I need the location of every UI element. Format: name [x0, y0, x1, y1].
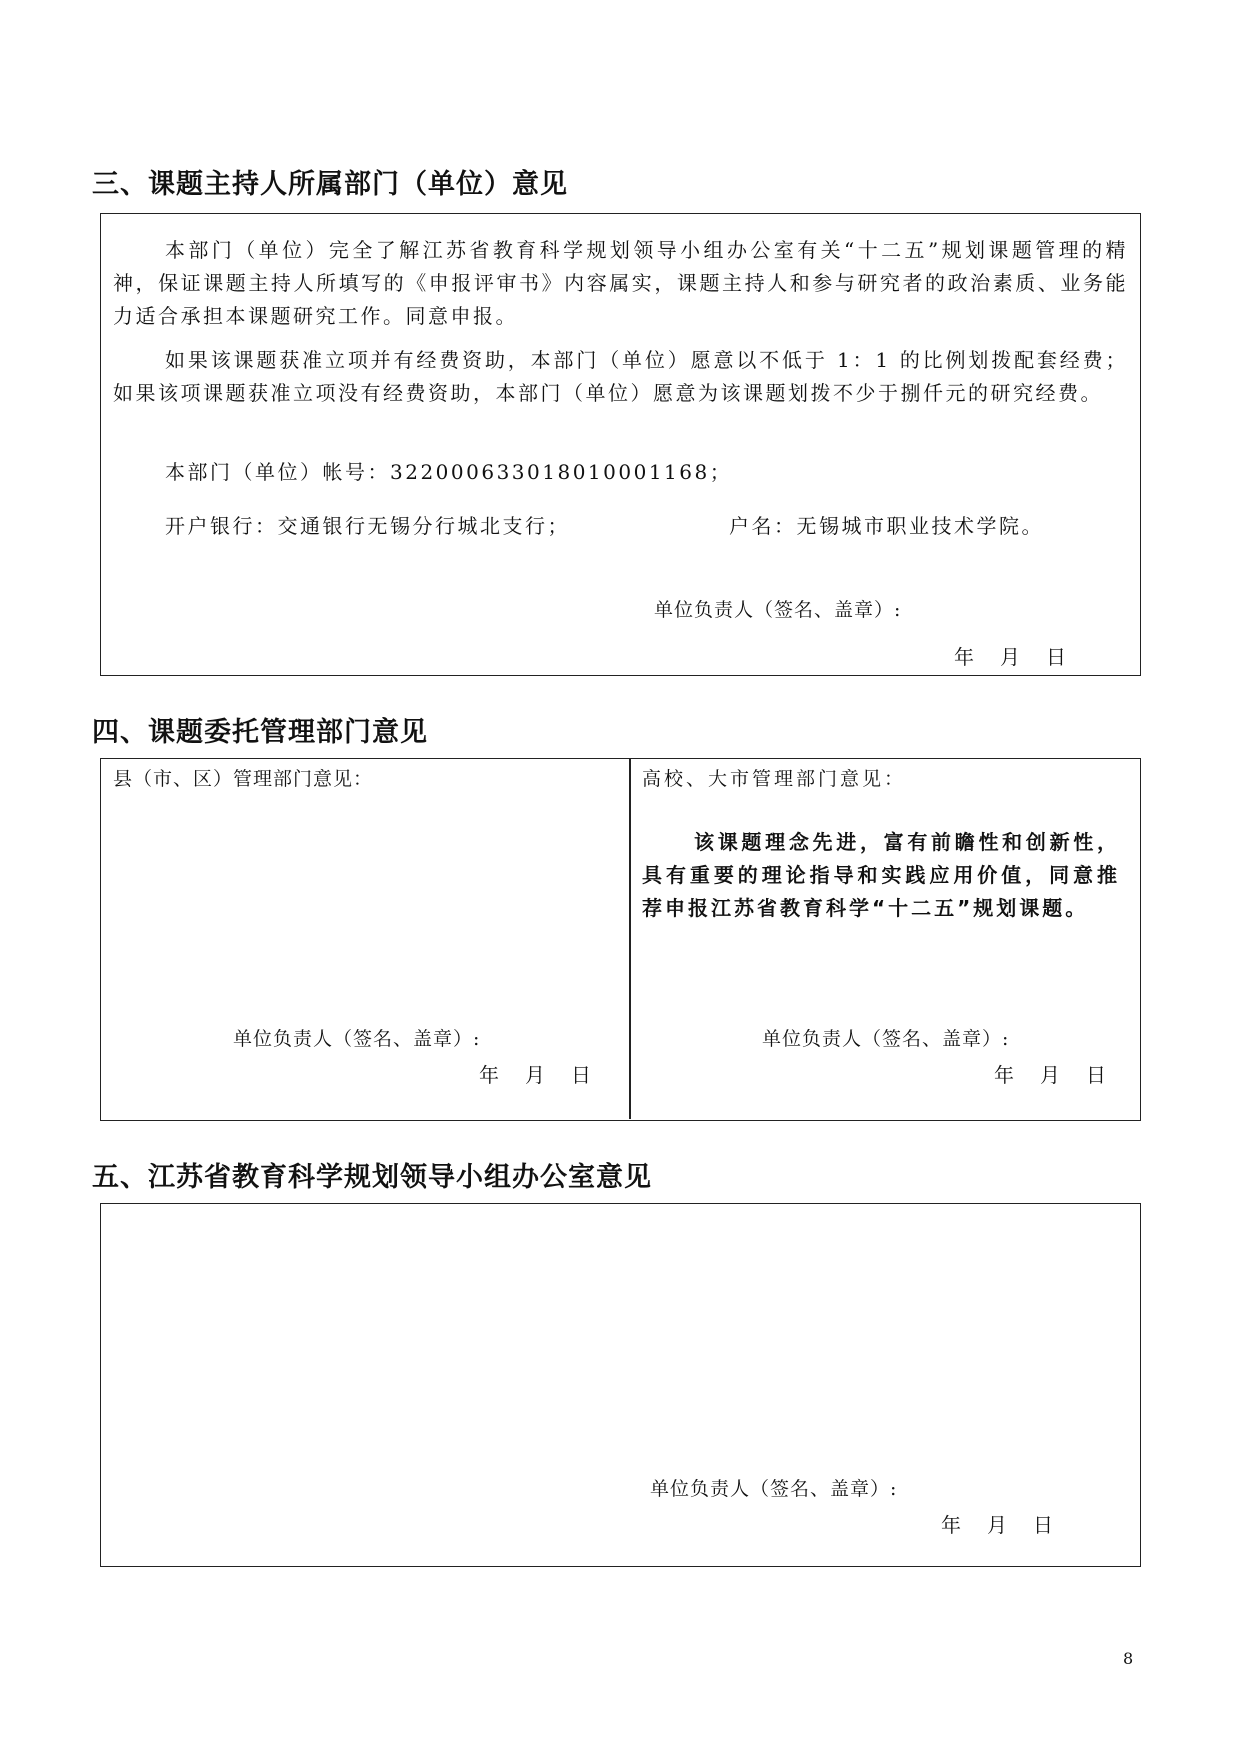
office-date — [941, 1509, 1053, 1538]
month-label: 月 — [1000, 645, 1020, 669]
month-label: 月 — [1040, 1063, 1060, 1087]
office-signature: 单位负责人（签名、盖章）: — [650, 1478, 898, 1500]
day-label: 日 — [571, 1063, 591, 1087]
column-divider — [629, 759, 631, 1119]
section3-account-name: 户名：无锡城市职业技术学院。 — [729, 514, 1044, 538]
section3-date — [954, 641, 1066, 670]
section4-box — [100, 758, 1141, 1121]
county-signature: 单位负责人（签名、盖章）: — [233, 1028, 481, 1050]
year-label: 年 — [941, 1513, 961, 1537]
page-number: 8 — [1123, 1649, 1134, 1668]
day-label: 日 — [1086, 1063, 1106, 1087]
university-opinion: 该课题理念先进，富有前瞻性和创新性，具有重要的理论指导和实践应用价值，同意推荐申报江苏省教育科学“十二五”规划课题。 — [642, 830, 1120, 920]
section3-bank: 开户银行：交通银行无锡分行城北支行； — [165, 514, 570, 538]
university-dept-label: 高校、大市管理部门意见： — [642, 768, 907, 790]
section3-para1: 本部门（单位）完全了解江苏省教育科学规划领导小组办公室有关“十二五”规划课题管理的精神，保证课题主持人所填写的《申报评审书》内容属实，课题主持人和参与研究者的政治素质、业务能力适合承担本课题研究工作。同意申报。 — [113, 238, 1128, 328]
section3-para2: 如果该课题获准立项并有经费资助，本部门（单位）愿意以不低于 1：1 的比例划拨配套经费；如果该项课题获准立项没有经费资助，本部门（单位）愿意为该课题划拨不少于捌仟元的研究经费。 — [113, 348, 1128, 405]
year-label: 年 — [994, 1063, 1014, 1087]
section5-box — [100, 1203, 1141, 1567]
year-label: 年 — [479, 1063, 499, 1087]
month-label: 月 — [987, 1513, 1007, 1537]
section3-box — [100, 213, 1141, 676]
university-date — [994, 1059, 1106, 1088]
section4-title: 四、课题委托管理部门意见 — [92, 717, 428, 748]
county-date — [479, 1059, 591, 1088]
year-label: 年 — [954, 645, 974, 669]
section3-signature: 单位负责人（签名、盖章）: — [654, 599, 902, 621]
university-signature: 单位负责人（签名、盖章）: — [762, 1028, 1010, 1050]
section3-title: 三、课题主持人所属部门（单位）意见 — [92, 169, 568, 200]
section3-account: 本部门（单位）帐号：32200063301801000116​8； — [165, 460, 733, 484]
county-dept-label: 县（市、区）管理部门意见： — [113, 768, 374, 790]
day-label: 日 — [1046, 645, 1066, 669]
section5-title: 五、江苏省教育科学规划领导小组办公室意见 — [92, 1162, 652, 1193]
day-label: 日 — [1033, 1513, 1053, 1537]
month-label: 月 — [525, 1063, 545, 1087]
